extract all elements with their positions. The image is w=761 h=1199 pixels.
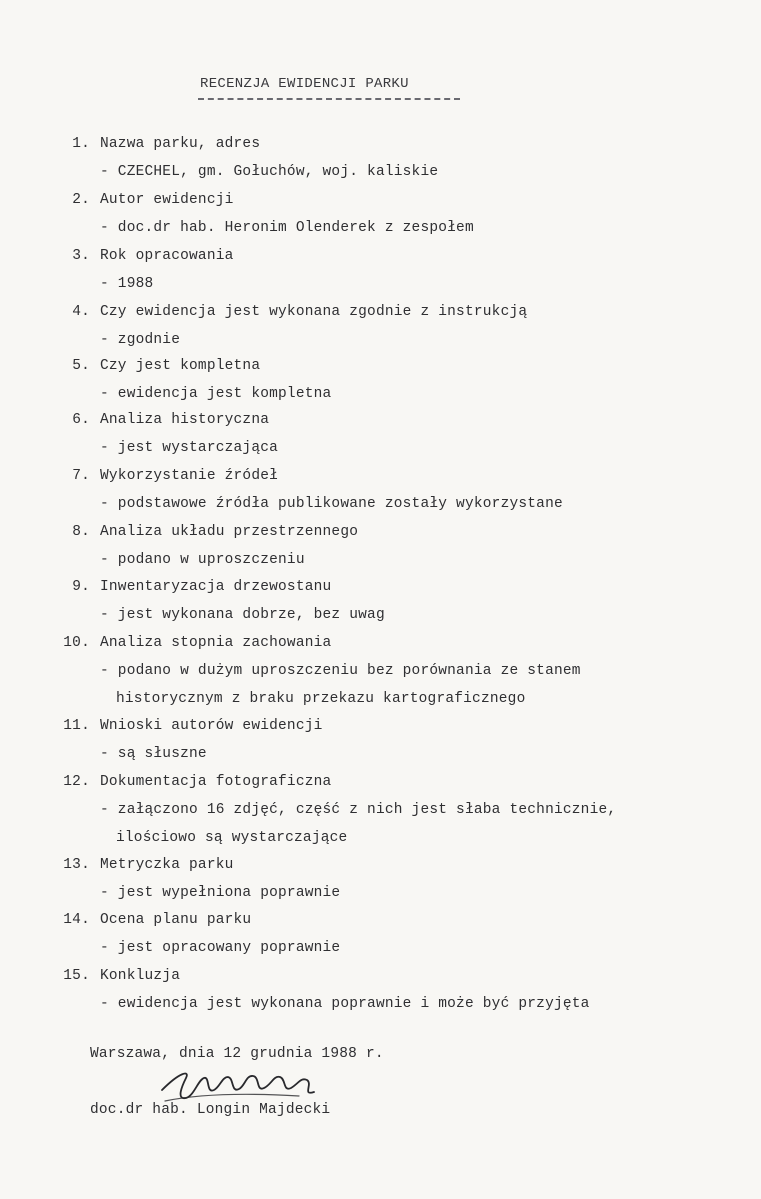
- item-2-number: 2.: [72, 192, 90, 208]
- item-15-number: 15.: [63, 968, 90, 984]
- item-14-answer: - jest opracowany poprawnie: [100, 940, 341, 956]
- item-3-number: 3.: [72, 248, 90, 264]
- item-9-heading: Inwentaryzacja drzewostanu: [100, 579, 332, 595]
- item-13-answer: - jest wypełniona poprawnie: [100, 885, 341, 901]
- item-11-answer: - są słuszne: [100, 746, 207, 762]
- item-6-number: 6.: [72, 412, 90, 428]
- item-12-heading: Dokumentacja fotograficzna: [100, 774, 332, 790]
- item-8-answer: - podano w uproszczeniu: [100, 552, 305, 568]
- item-15-heading: Konkluzja: [100, 968, 181, 984]
- item-7-answer: - podstawowe źródła publikowane zostały wykorzystane: [100, 496, 563, 512]
- item-9-number: 9.: [72, 579, 90, 595]
- item-5-number: 5.: [72, 358, 90, 374]
- item-12-number: 12.: [63, 774, 90, 790]
- item-4-answer: - zgodnie: [100, 332, 181, 348]
- item-1-number: 1.: [72, 136, 90, 152]
- item-10-answer-line-2: historycznym z braku przekazu kartograficznego: [116, 691, 526, 707]
- item-1-answer: - CZECHEL, gm. Gołuchów, woj. kaliskie: [100, 164, 439, 180]
- item-7-number: 7.: [72, 468, 90, 484]
- item-10-answer-line-1: - podano w dużym uproszczeniu bez porównania ze stanem: [100, 663, 581, 679]
- item-6-answer: - jest wystarczająca: [100, 440, 279, 456]
- reviewer-name: doc.dr hab. Longin Majdecki: [90, 1102, 331, 1118]
- item-3-heading: Rok opracowania: [100, 248, 234, 264]
- item-1-heading: Nazwa parku, adres: [100, 136, 261, 152]
- item-8-number: 8.: [72, 524, 90, 540]
- item-5-answer: - ewidencja jest kompletna: [100, 386, 332, 402]
- item-6-heading: Analiza historyczna: [100, 412, 270, 428]
- item-12-answer-line-2: ilościowo są wystarczające: [116, 830, 348, 846]
- item-14-number: 14.: [63, 912, 90, 928]
- item-14-heading: Ocena planu parku: [100, 912, 252, 928]
- item-4-heading: Czy ewidencja jest wykonana zgodnie z instrukcją: [100, 304, 528, 320]
- item-13-number: 13.: [63, 857, 90, 873]
- item-11-heading: Wnioski autorów ewidencji: [100, 718, 323, 734]
- item-13-heading: Metryczka parku: [100, 857, 234, 873]
- item-11-number: 11.: [63, 718, 90, 734]
- document-title: RECENZJA EWIDENCJI PARKU: [200, 76, 409, 92]
- item-10-number: 10.: [63, 635, 90, 651]
- item-5-heading: Czy jest kompletna: [100, 358, 261, 374]
- item-12-answer-line-1: - załączono 16 zdjęć, część z nich jest słaba technicznie,: [100, 802, 617, 818]
- item-10-heading: Analiza stopnia zachowania: [100, 635, 332, 651]
- place-and-date: Warszawa, dnia 12 grudnia 1988 r.: [90, 1046, 384, 1062]
- item-2-heading: Autor ewidencji: [100, 192, 234, 208]
- item-3-answer: - 1988: [100, 276, 154, 292]
- item-15-answer: - ewidencja jest wykonana poprawnie i może być przyjęta: [100, 996, 590, 1012]
- item-8-heading: Analiza układu przestrzennego: [100, 524, 359, 540]
- item-2-answer: - doc.dr hab. Heronim Olenderek z zespołem: [100, 220, 474, 236]
- item-7-heading: Wykorzystanie źródeł: [100, 468, 279, 484]
- item-4-number: 4.: [72, 304, 90, 320]
- item-9-answer: - jest wykonana dobrze, bez uwag: [100, 607, 385, 623]
- title-underline: [198, 98, 460, 100]
